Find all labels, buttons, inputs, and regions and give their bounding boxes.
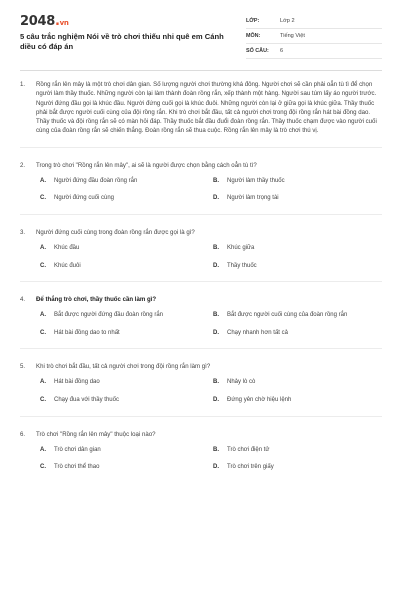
worksheet-content <box>20 80 382 472</box>
option-letter: D. <box>213 396 219 403</box>
meta-label: SỐ CÂU: <box>246 48 269 54</box>
meta-row-subject <box>246 29 382 44</box>
option-text: Hát bài đồng dao <box>54 379 100 386</box>
options-grid <box>20 177 382 203</box>
question-4 <box>20 295 382 349</box>
meta-table <box>246 14 382 59</box>
option-text: Người đứng cuối cùng <box>54 195 114 202</box>
section-divider <box>20 147 382 148</box>
option-b[interactable] <box>213 244 386 253</box>
option-text: Nhảy lò cò <box>227 379 256 386</box>
question-number: 1. <box>20 81 26 88</box>
question-head <box>20 161 382 170</box>
question-head <box>20 430 382 439</box>
worksheet-title: 5 câu trắc nghiệm Nói về trò chơi thiếu nhi quê em Cánh diều có đáp án <box>20 32 224 51</box>
section-divider <box>20 348 382 349</box>
option-a[interactable] <box>40 446 213 455</box>
option-letter: D. <box>213 195 219 202</box>
options-grid <box>20 378 382 404</box>
option-letter: B. <box>213 177 219 184</box>
option-text: Người làm trọng tài <box>227 195 279 202</box>
option-letter: C. <box>40 396 46 403</box>
question-text: Trong trò chơi "Rồng rắn lên mây", ai sẽ là người được chọn bằng cách oẳn tù tì? <box>36 161 257 169</box>
logo-main: 2048 <box>20 14 55 29</box>
logo-suffix: vn <box>59 19 69 27</box>
option-letter: B. <box>213 446 219 453</box>
option-a[interactable] <box>40 378 213 387</box>
meta-row-count <box>246 44 382 59</box>
option-c[interactable] <box>40 329 213 338</box>
option-c[interactable] <box>40 194 213 203</box>
question-5 <box>20 362 382 416</box>
option-b[interactable] <box>213 177 386 186</box>
option-letter: D. <box>213 464 219 471</box>
option-c[interactable] <box>40 463 213 472</box>
logo-dot: . <box>54 14 60 29</box>
section-divider <box>20 214 382 215</box>
option-c[interactable] <box>40 396 213 405</box>
option-letter: C. <box>40 262 46 269</box>
option-letter: A. <box>40 244 46 251</box>
option-d[interactable] <box>213 194 386 203</box>
section-divider <box>20 281 382 282</box>
option-text: Bắt được người đứng đầu đoàn rồng rắn <box>54 312 163 319</box>
option-c[interactable] <box>40 262 213 271</box>
question-text: Để thắng trò chơi, thầy thuốc cần làm gì? <box>36 296 157 304</box>
option-a[interactable] <box>40 244 213 253</box>
options-grid <box>20 446 382 472</box>
question-3 <box>20 228 382 282</box>
meta-value: 6 <box>280 48 284 54</box>
option-letter: D. <box>213 329 219 336</box>
question-head <box>20 295 382 304</box>
worksheet-header <box>20 14 382 66</box>
option-letter: A. <box>40 446 46 453</box>
option-text: Bắt được người cuối cùng của đoàn rồng rắn <box>227 312 348 319</box>
option-text: Hát bài đồng dao to nhất <box>54 329 120 336</box>
option-b[interactable] <box>213 446 386 455</box>
question-text: Người đứng cuối cùng trong đoàn rồng rắn được gọi là gì? <box>36 228 195 236</box>
option-a[interactable] <box>40 177 213 186</box>
option-text: Trò chơi điện tử <box>227 446 270 453</box>
meta-value: Lớp 2 <box>280 18 295 24</box>
option-letter: A. <box>40 379 46 386</box>
option-text: Đứng yên chờ hiệu lệnh <box>227 396 292 403</box>
option-text: Khúc đầu <box>54 244 80 251</box>
option-d[interactable] <box>213 262 386 271</box>
question-head <box>20 228 382 237</box>
option-letter: A. <box>40 312 46 319</box>
option-letter: A. <box>40 177 46 184</box>
passage-text: Rồng rắn lên mây là một trò chơi dân gian. Số lượng người chơi thường khá đông. Người chơi sẽ cần phải oẳn tù tì để chọn người làm thầy thuốc. Những người còn lại làm thành đoàn rồng rắn, xếp thành một hàng. Người sau túm lấy áo người trước. Người đứng đầu gọi là khúc đầu. Người đứng cuối gọi là khúc đuôi. Những người còn lại ở giữa gọi là khúc giữa. Thầy thuốc phải bắt được người cuối cùng của đội rồng rắn. Khi trò chơi bắt đầu, tất cả người chơi trong đội rồng rắn hát bài đồng dao. Thầy thuốc và đội rồng rắn sẽ có màn hỏi đáp. Thầy thuốc bắt đầu đuổi đoàn rồng rắn. Thầy thuốc chạm được vào người cuối cùng của đoàn rồng rắn sẽ chiến thắng. Đoàn rồng rắn sẽ thua cuộc. Rồng rắn lên mây là trò chơi thú vị. <box>36 81 377 135</box>
option-text: Chạy nhanh hơn tất cả <box>227 329 288 336</box>
option-letter: B. <box>213 379 219 386</box>
section-divider <box>20 416 382 417</box>
options-grid <box>20 311 382 337</box>
meta-label: MÔN: <box>246 33 261 39</box>
option-text: Khúc giữa <box>227 244 255 251</box>
option-text: Người đứng đầu đoàn rồng rắn <box>54 177 138 184</box>
option-letter: C. <box>40 464 46 471</box>
option-text: Trò chơi trên giấy <box>227 464 274 471</box>
site-logo[interactable] <box>20 14 69 29</box>
question-6 <box>20 430 382 472</box>
option-d[interactable] <box>213 329 386 338</box>
question-number: 5. <box>20 363 26 371</box>
option-letter: B. <box>213 312 219 319</box>
question-text: Trò chơi "Rồng rắn lên mây" thuộc loại nào? <box>36 430 156 438</box>
option-text: Khúc đuôi <box>54 262 81 269</box>
option-text: Trò chơi dân gian <box>54 446 101 453</box>
meta-row-grade <box>246 14 382 29</box>
question-text: Khi trò chơi bắt đầu, tất cả người chơi trong đội rồng rắn làm gì? <box>36 363 211 371</box>
option-a[interactable] <box>40 311 213 320</box>
option-letter: D. <box>213 262 219 269</box>
question-2 <box>20 161 382 215</box>
options-grid <box>20 244 382 270</box>
option-text: Chạy đua với thầy thuốc <box>54 396 119 403</box>
option-text: Trò chơi thể thao <box>54 464 100 471</box>
option-d[interactable] <box>213 463 386 472</box>
option-letter: C. <box>40 195 46 202</box>
question-head <box>20 362 382 371</box>
option-text: Người làm thầy thuốc <box>227 177 285 184</box>
option-d[interactable] <box>213 396 386 405</box>
meta-label: LỚP: <box>246 18 260 24</box>
header-divider <box>20 70 382 71</box>
option-letter: C. <box>40 329 46 336</box>
meta-value: Tiếng Việt <box>280 33 305 39</box>
option-letter: B. <box>213 244 219 251</box>
option-b[interactable] <box>213 311 386 320</box>
option-text: Thầy thuốc <box>227 262 257 269</box>
question-number: 6. <box>20 430 26 438</box>
question-number: 2. <box>20 161 26 169</box>
option-b[interactable] <box>213 378 386 387</box>
question-number: 3. <box>20 228 26 236</box>
passage <box>20 80 382 136</box>
question-number: 4. <box>20 296 26 304</box>
